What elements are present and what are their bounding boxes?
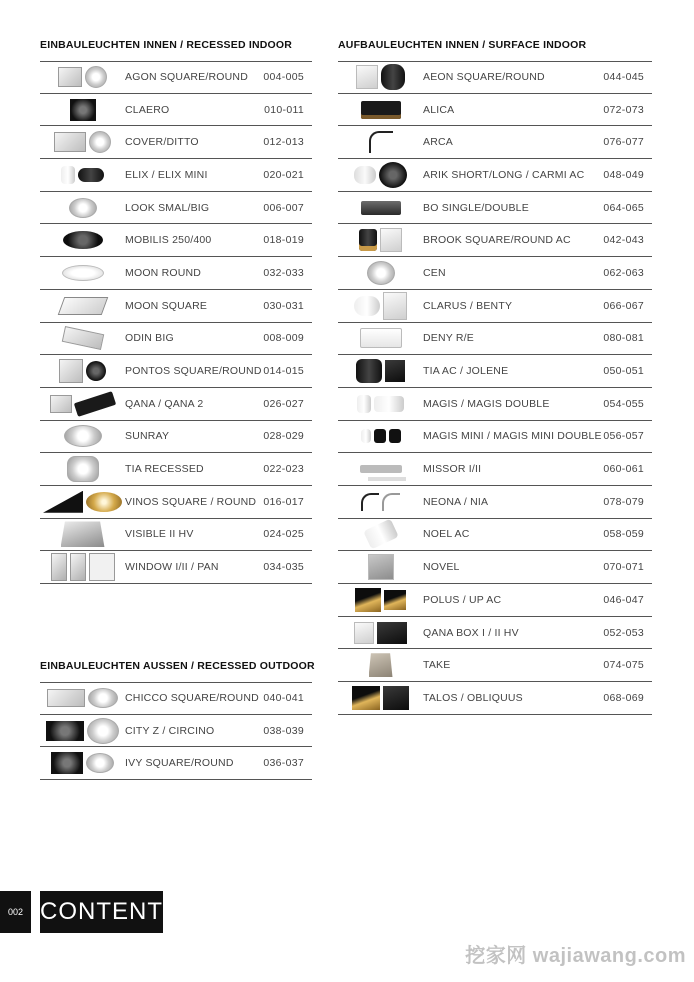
page-range: 018-019 [263,234,304,247]
page-range: 026-027 [263,397,304,410]
product-name: NOVEL [423,561,460,574]
product-image [40,486,125,518]
product-image [338,323,423,355]
page-range: 006-007 [263,201,304,214]
page-range: 054-055 [603,397,644,410]
page-range: 048-049 [603,168,644,181]
page-range: 028-029 [263,430,304,443]
product-name: NOEL AC [423,528,470,541]
page-range: 070-071 [603,561,644,574]
product-image [40,388,125,420]
page-range: 074-075 [603,659,644,672]
product-name: MAGIS / MAGIS DOUBLE [423,397,550,410]
list-item[interactable] [40,355,312,388]
product-image [40,355,125,387]
product-image [40,421,125,453]
page-range: 024-025 [263,528,304,541]
product-image [40,323,125,355]
product-image [338,290,423,322]
list-item[interactable] [338,192,652,225]
product-name: ARCA [423,136,453,149]
list-item[interactable] [40,323,312,356]
list-item[interactable] [338,94,652,127]
list-item[interactable] [338,159,652,192]
list-item[interactable] [40,519,312,552]
product-image [338,62,423,93]
list-item[interactable] [40,551,312,584]
page-range: 064-065 [603,201,644,214]
list-item[interactable] [338,421,652,454]
list-item[interactable] [338,257,652,290]
product-image [40,224,125,256]
product-name: PONTOS SQUARE/ROUND [125,365,262,378]
list-item[interactable] [338,224,652,257]
content-label: CONTENT [40,891,163,933]
list-item[interactable] [40,453,312,486]
page-range: 012-013 [263,136,304,149]
product-image [40,62,125,93]
page-range: 030-031 [263,299,304,312]
list-item[interactable] [40,747,312,780]
page-range: 080-081 [603,332,644,345]
list-item[interactable] [40,159,312,192]
product-image [338,519,423,551]
product-image [40,159,125,191]
product-name: VISIBLE II HV [125,528,194,541]
product-name: ARIK SHORT/LONG / CARMI AC [423,168,585,181]
product-name: CLAERO [125,103,170,116]
product-image [338,388,423,420]
list-item[interactable] [40,421,312,454]
product-image [338,421,423,453]
page-range: 014-015 [263,365,304,378]
list-item[interactable] [40,682,312,715]
page-range: 068-069 [603,691,644,704]
page-range: 010-011 [264,103,304,116]
list-item[interactable] [40,126,312,159]
product-image [338,224,423,256]
page-range: 062-063 [603,266,644,279]
list-item[interactable] [338,61,652,94]
surface-indoor-title: AUFBAULEUCHTEN INNEN / SURFACE INDOOR [338,39,587,51]
product-image [40,747,125,779]
product-name: MOBILIS 250/400 [125,234,212,247]
page-range: 076-077 [603,136,644,149]
page-range: 004-005 [263,71,304,84]
list-item[interactable] [338,617,652,650]
list-item[interactable] [40,224,312,257]
product-image [338,126,423,158]
page-range: 072-073 [603,103,644,116]
product-name: CLARUS / BENTY [423,299,513,312]
product-image [338,192,423,224]
product-image [40,519,125,551]
list-item[interactable] [40,192,312,225]
list-item[interactable] [338,486,652,519]
product-image [338,682,423,714]
list-item[interactable] [40,715,312,748]
list-item[interactable] [40,486,312,519]
watermark: 挖家网 wajiawang.com [465,945,686,967]
page-range: 008-009 [263,332,304,345]
product-name: WINDOW I/II / PAN [125,561,219,574]
product-name: ELIX / ELIX MINI [125,168,208,181]
product-name: TIA RECESSED [125,463,204,476]
page-range: 052-053 [603,626,644,639]
recessed-outdoor-list [40,682,312,780]
page-range: 058-059 [603,528,644,541]
product-name: ODIN BIG [125,332,174,345]
product-name: AEON SQUARE/ROUND [423,71,545,84]
product-image [40,192,125,224]
product-name: ALICA [423,103,455,116]
product-image [338,257,423,289]
list-item[interactable] [338,649,652,682]
product-name: BO SINGLE/DOUBLE [423,201,529,214]
product-image [338,617,423,649]
list-item[interactable] [338,323,652,356]
page-range: 040-041 [263,692,304,705]
product-name: COVER/DITTO [125,136,199,149]
product-image [338,453,423,485]
page-range: 022-023 [263,463,304,476]
list-item[interactable] [338,126,652,159]
page-range: 016-017 [263,495,304,508]
product-image [40,551,125,583]
product-name: DENY R/E [423,332,475,345]
product-name: MISSOR I/II [423,463,482,476]
product-name: IVY SQUARE/ROUND [125,757,234,770]
list-item[interactable] [338,355,652,388]
product-image [40,683,125,714]
page-range: 050-051 [603,365,644,378]
product-image [40,257,125,289]
list-item[interactable] [338,388,652,421]
product-image [40,290,125,322]
list-item[interactable] [338,519,652,552]
page-range: 046-047 [603,593,644,606]
product-name: VINOS SQUARE / ROUND [125,495,257,508]
page-range: 044-045 [603,71,644,84]
product-name: CITY Z / CIRCINO [125,724,215,737]
page-range: 078-079 [603,495,644,508]
list-item[interactable] [338,584,652,617]
recessed-outdoor-title: EINBAULEUCHTEN AUSSEN / RECESSED OUTDOOR [40,660,315,672]
page-range: 042-043 [603,234,644,247]
list-item[interactable] [40,257,312,290]
product-image [338,486,423,518]
product-name: CHICCO SQUARE/ROUND [125,692,259,705]
product-name: TIA AC / JOLENE [423,365,509,378]
product-image [338,649,423,681]
page-range: 032-033 [263,266,304,279]
recessed-indoor-title: EINBAULEUCHTEN INNEN / RECESSED INDOOR [40,39,293,51]
product-name: NEONA / NIA [423,495,489,508]
list-item[interactable] [338,453,652,486]
surface-indoor-list [338,61,652,715]
product-name: POLUS / UP AC [423,593,502,606]
product-image [338,159,423,191]
page-range: 034-035 [263,561,304,574]
product-name: AGON SQUARE/ROUND [125,71,248,84]
product-image [338,355,423,387]
product-name: BROOK SQUARE/ROUND AC [423,234,571,247]
page-range: 038-039 [263,724,304,737]
product-image [338,94,423,126]
product-name: SUNRAY [125,430,170,443]
product-name: QANA BOX I / II HV [423,626,519,639]
product-image [338,584,423,616]
product-name: LOOK SMAL/BIG [125,201,210,214]
page-range: 056-057 [603,430,644,443]
product-name: CEN [423,266,446,279]
product-image [40,94,125,126]
product-name: MAGIS MINI / MAGIS MINI DOUBLE [423,430,602,443]
page-range: 020-021 [263,168,304,181]
list-item[interactable] [338,290,652,323]
product-name: TAKE [423,659,451,672]
list-item[interactable] [338,682,652,715]
page-range: 036-037 [263,757,304,770]
product-name: MOON SQUARE [125,299,208,312]
page-range: 060-061 [603,463,644,476]
page-range: 066-067 [603,299,644,312]
list-item[interactable] [40,388,312,421]
product-image [40,715,125,747]
list-item[interactable] [40,290,312,323]
list-item[interactable] [40,94,312,127]
product-image [338,551,423,583]
list-item[interactable] [40,61,312,94]
product-name: MOON ROUND [125,266,202,279]
product-name: QANA / QANA 2 [125,397,204,410]
page-number: 002 [0,891,31,933]
product-name: TALOS / OBLIQUUS [423,691,523,704]
recessed-indoor-list [40,61,312,584]
list-item[interactable] [338,551,652,584]
product-image [40,453,125,485]
product-image [40,126,125,158]
